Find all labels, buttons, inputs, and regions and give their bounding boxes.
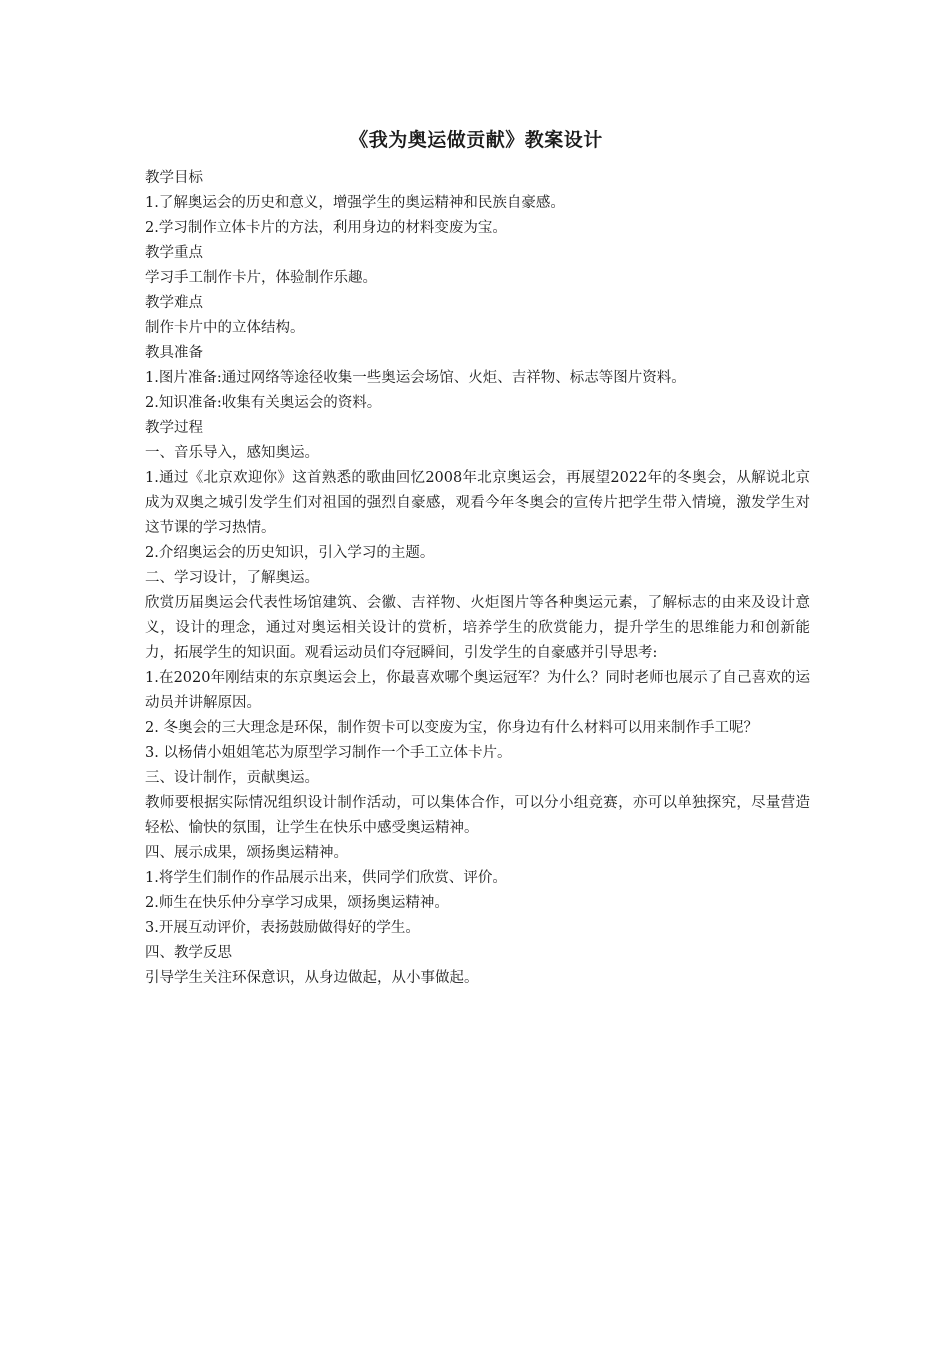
process-step-3-paragraph: 教师要根据实际情况组织设计制作活动，可以集体合作，可以分小组竞赛，亦可以单独探究，尽量营造轻松、愉快的氛围，让学生在快乐中感受奥运精神。 xyxy=(145,795,810,836)
key-point-text: 学习手工制作卡片，体验制作乐趣。 xyxy=(145,270,377,286)
section-heading-reflection: 四、教学反思 xyxy=(145,945,232,961)
section-heading-goals: 教学目标 xyxy=(145,170,203,186)
section-heading-key-points: 教学重点 xyxy=(145,245,203,261)
process-step-4-item-1: 1.将学生们制作的作品展示出来，供同学们欣赏、评价。 xyxy=(145,870,507,886)
process-step-1-item-2: 2.介绍奥运会的历史知识，引入学习的主题。 xyxy=(145,545,435,561)
process-step-1-item-1: 1.通过《北京欢迎你》这首熟悉的歌曲回忆2008年北京奥运会，再展望2022年的冬奥会，从解说北京成为双奥之城引发学生们对祖国的强烈自豪感，观看今年冬奥会的宣传片把学生带入情境，激发学生对这节课的学习热情。 xyxy=(145,470,810,536)
document-body xyxy=(145,166,810,991)
process-step-4-item-2: 2.师生在快乐仲分享学习成果，颂扬奥运精神。 xyxy=(145,895,449,911)
process-step-2-item-2: 2. 冬奥会的三大理念是环保，制作贺卡可以变废为宝，你身边有什么材料可以用来制作手工呢？ xyxy=(145,720,758,736)
section-heading-process: 教学过程 xyxy=(145,420,203,436)
difficulty-text: 制作卡片中的立体结构。 xyxy=(145,320,305,336)
process-step-2-item-3: 3. 以杨倩小姐姐笔芯为原型学习制作一个手工立体卡片。 xyxy=(145,745,512,761)
material-item-2: 2.知识准备:收集有关奥运会的资料。 xyxy=(145,395,382,411)
section-heading-materials: 教具准备 xyxy=(145,345,203,361)
reflection-text: 引导学生关注环保意识，从身边做起，从小事做起。 xyxy=(145,970,479,986)
goal-item-1: 1.了解奥运会的历史和意义，增强学生的奥运精神和民族自豪感。 xyxy=(145,195,565,211)
process-step-2-heading: 二、学习设计，了解奥运。 xyxy=(145,570,319,586)
process-step-4-heading: 四、展示成果，颂扬奥运精神。 xyxy=(145,845,348,861)
material-item-1: 1.图片准备:通过网络等途径收集一些奥运会场馆、火炬、吉祥物、标志等图片资料。 xyxy=(145,370,686,386)
document-title: 《我为奥运做贡献》教案设计 xyxy=(349,129,603,151)
process-step-2-item-1: 1.在2020年刚结束的东京奥运会上，你最喜欢哪个奥运冠军？为什么？同时老师也展示了自己喜欢的运动员并讲解原因。 xyxy=(145,670,810,711)
process-step-4-item-3: 3.开展互动评价，表扬鼓励做得好的学生。 xyxy=(145,920,420,936)
goal-item-2: 2.学习制作立体卡片的方法，利用身边的材料变废为宝。 xyxy=(145,220,507,236)
process-step-3-heading: 三、设计制作，贡献奥运。 xyxy=(145,770,319,786)
section-heading-difficulties: 教学难点 xyxy=(145,295,203,311)
process-step-2-paragraph: 欣赏历届奥运会代表性场馆建筑、会徽、吉祥物、火炬图片等各种奥运元素，了解标志的由来及设计意义，设计的理念，通过对奥运相关设计的赏析，培养学生的欣赏能力，提升学生的思维能力和创新能力，拓展学生的知识面。观看运动员们夺冠瞬间，引发学生的自豪感并引导思考: xyxy=(145,595,810,661)
process-step-1-heading: 一、音乐导入，感知奥运。 xyxy=(145,445,319,461)
